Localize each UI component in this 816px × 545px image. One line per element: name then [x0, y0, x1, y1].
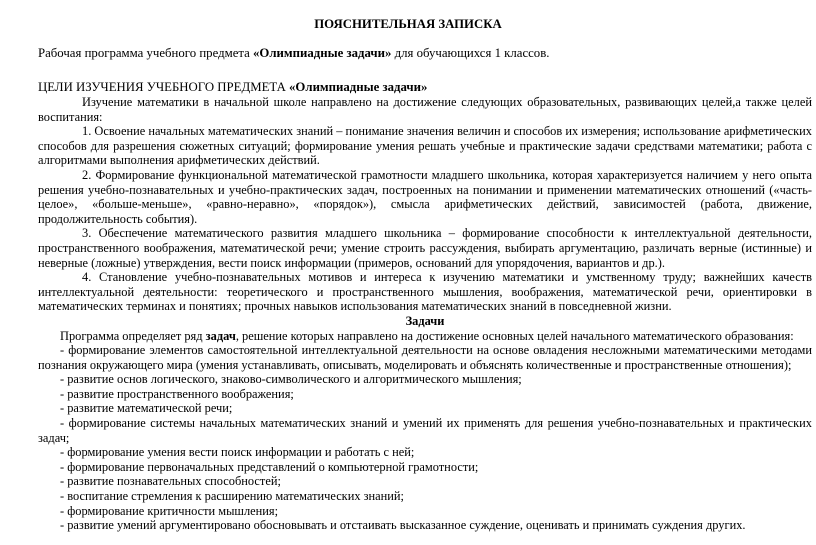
task-item-3: - развитие пространственного воображения; [60, 386, 294, 401]
goal-item-3: 3. Обеспечение математического развития младшего школьника – формирование способности к интеллектуальной деятельности, пространственного воображения, математической речи; умение строить рассуждения, выбирать аргументацию, различать верные (истинные) и неверные (ложные) утверждения, вести поиск информации (примеров, оснований для упорядочения, вариантов и др.). [38, 226, 812, 270]
program-line [38, 46, 549, 61]
task-item-4: - развитие математической речи; [60, 401, 233, 416]
tasks-intro-after: , решение которых направлено на достижение основных целей начального математического образования: [235, 328, 794, 343]
tasks-intro-before: Программа определяет ряд [60, 328, 206, 343]
task-item-6: - формирование умения вести поиск информации и работать с ней; [60, 445, 415, 460]
program-text-after: для обучающихся 1 классов. [391, 46, 550, 60]
program-subject-name: «Олимпиадные задачи» [253, 46, 392, 60]
tasks-intro [38, 329, 812, 344]
page-title: ПОЯСНИТЕЛЬНАЯ ЗАПИСКА [314, 17, 502, 31]
goal-item-2: 2. Формирование функциональной математической грамотности младшего школьника, которая характеризуется наличием у него опыта решения учебно-познавательных и учебно-практических задач, построенных на понимании и применении математических отношений («часть-целое», «больше-меньше», «равно-неравно», «порядок»), смысла арифметических действий, зависимостей (работа, движение, продолжительность события). [38, 167, 812, 226]
task-item-8: - развитие познавательных способностей; [60, 474, 281, 489]
goals-heading [38, 80, 427, 95]
task-item-9: - воспитание стремления к расширению математических знаний; [60, 489, 404, 504]
goals-intro: Изучение математики в начальной школе направлено на достижение следующих образовательных, развивающих целей,а также целей воспитания: [38, 95, 812, 124]
tasks-heading: Задачи [405, 313, 445, 328]
program-text-before: Рабочая программа учебного предмета [38, 46, 254, 60]
goal-item-4: 4. Становление учебно-познавательных мотивов и интереса к изучению математики и умственному труду; важнейших качеств интеллектуальной деятельности: теоретического и пространственного мышления, воображения, математической речи, ориентировки в математических терминах и понятиях; прочных навыков использования математических знаний в повседневной жизни. [38, 270, 812, 314]
task-item-7: - формирование первоначальных представлений о компьютерной грамотности; [60, 459, 479, 474]
goal-item-1: 1. Освоение начальных математических знаний – понимание значения величин и способов их измерения; использование арифметических способов для разрешения сюжетных ситуаций; формирование умения решать учебные и практические задачи средствами математики; работа с алгоритмами выполнения арифметических действий. [38, 124, 812, 168]
task-item-1: - формирование элементов самостоятельной интеллектуальной деятельности на основе овладения несложными математическими методами познания окружающего мира (умения устанавливать, описывать, моделировать и объяснять количественные и пространственные отношения); [38, 343, 812, 372]
goals-subject-name: «Олимпиадные задачи» [289, 80, 428, 94]
tasks-intro-bold: задач [205, 328, 236, 343]
document-body [38, 95, 812, 533]
task-item-2: - развитие основ логического, знаково-символического и алгоритмического мышления; [60, 372, 522, 387]
task-item-10: - формирование критичности мышления; [60, 503, 279, 518]
task-item-11: - развитие умений аргументировано обосновывать и отстаивать высказанное суждение, оценивать и принимать суждения других. [60, 518, 746, 533]
goals-heading-text: ЦЕЛИ ИЗУЧЕНИЯ УЧЕБНОГО ПРЕДМЕТА [38, 80, 290, 94]
task-item-5: - формирование системы начальных математических знаний и умений их применять для решения учебно-познавательных и практических задач; [38, 416, 812, 445]
